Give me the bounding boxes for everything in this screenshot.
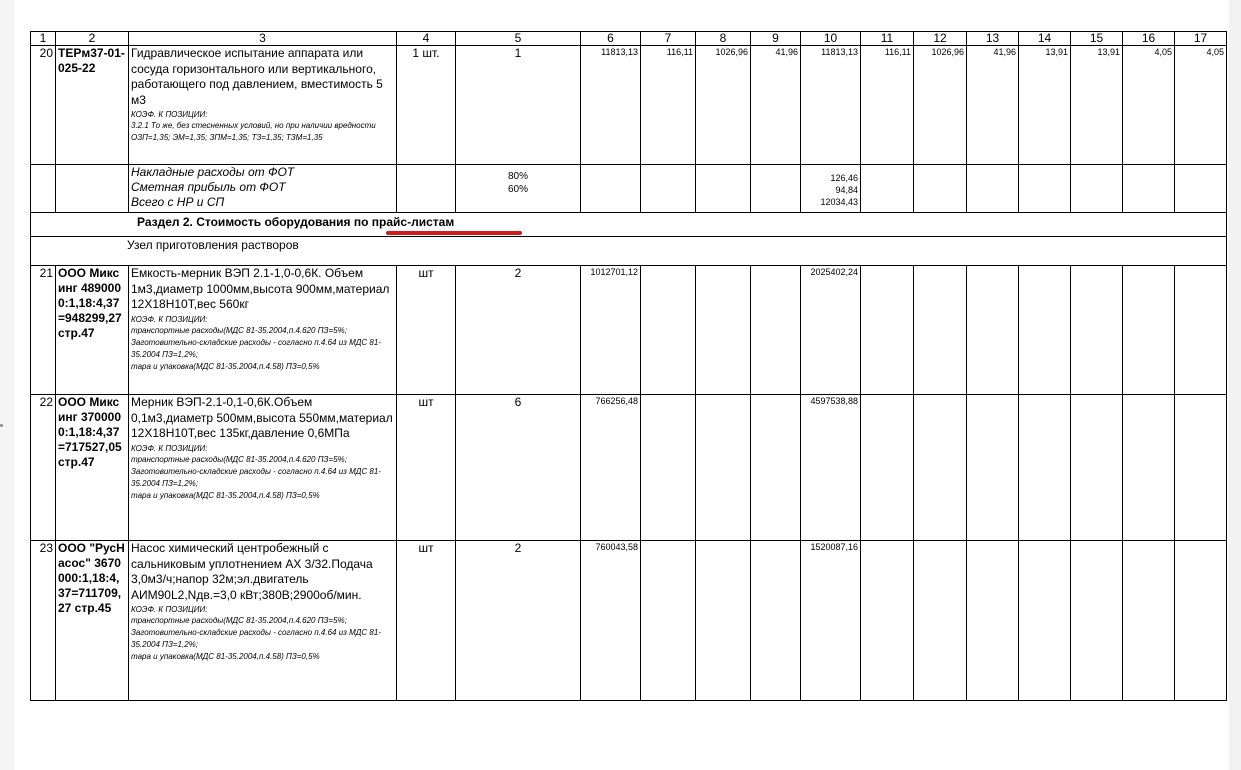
cell-value: 1520087,16 xyxy=(801,541,861,701)
row-qty: 2 xyxy=(456,266,581,395)
cell-value: 11813,13 xyxy=(801,46,861,165)
row-unit: 1 шт. xyxy=(397,46,456,165)
section-row xyxy=(31,213,1227,237)
profit-label: Сметная прибыль от ФОТ xyxy=(131,180,286,194)
cell-value: 2025402,24 xyxy=(801,266,861,395)
col-header: 10 xyxy=(801,32,861,46)
table-row xyxy=(31,46,1227,165)
row-code: ООО "РусНасос" 3670000:1,18:4,37=711709,27 стр.45 xyxy=(56,541,129,701)
cell-value: 13,91 xyxy=(1019,46,1071,165)
row-unit: шт xyxy=(397,541,456,701)
cell-value: 1026,96 xyxy=(914,46,967,165)
row-unit: шт xyxy=(397,266,456,395)
item-name: Мерник ВЭП-2.1-0,1-0,6К.Объем 0,1м3,диаметр 500мм,высота 550мм,материал 12Х18Н10Т,вес 135кг,давление 0,6МПа xyxy=(131,395,393,440)
cell-value: 41,96 xyxy=(967,46,1019,165)
profit-pct: 60% xyxy=(507,184,528,195)
row-code: ТЕРм37-01-025-22 xyxy=(56,46,129,165)
table-row xyxy=(31,266,1227,395)
coef-line: 3.2.1 То же, без стесненных условий, но при наличии вредности ОЗП=1,35; ЭМ=1,35; ЗПМ=1,35; ТЗ=1,35; ТЗМ=1,35 xyxy=(131,121,376,142)
row-qty: 1 xyxy=(456,46,581,165)
total-value: 12034,43 xyxy=(820,197,858,207)
col-header: 12 xyxy=(914,32,967,46)
row-code: ООО Миксинг 3700000:1,18:4,37=717527,05 стр.47 xyxy=(56,395,129,541)
row-description xyxy=(129,46,397,165)
subsection-row xyxy=(31,237,1227,266)
col-header: 13 xyxy=(967,32,1019,46)
row-description xyxy=(129,266,397,395)
cell-value: 13,91 xyxy=(1071,46,1123,165)
coef-line: тара и упаковка(МДС 81-35.2004,п.4.58) ПЗ=0,5% xyxy=(131,361,320,371)
col-header: 15 xyxy=(1071,32,1123,46)
cell-value: 766256,48 xyxy=(581,395,641,541)
overhead-row xyxy=(31,165,1227,213)
profit-value: 94,84 xyxy=(835,185,858,195)
overhead-label: Накладные расходы от ФОТ xyxy=(131,165,295,179)
row-qty: 2 xyxy=(456,541,581,701)
viewer-left-margin xyxy=(0,0,14,770)
red-highlight-mark xyxy=(386,231,522,235)
cell-value: 4,05 xyxy=(1175,46,1227,165)
coef-title: КОЭФ. К ПОЗИЦИИ: xyxy=(131,443,208,453)
subsection-title: Узел приготовления растворов xyxy=(31,237,1227,266)
cell-value: 41,96 xyxy=(751,46,801,165)
col-header: 6 xyxy=(581,32,641,46)
row-unit: шт xyxy=(397,395,456,541)
item-name: Насос химический центробежный с сальниковым уплотнением АХ 3/32.Подача 3,0м3/ч;напор 32м;эл.двигатель АИМ90L2,Nдв.=3,0 кВт;380В;2900об/мин. xyxy=(131,541,373,602)
coef-line: Заготовительно-складские расходы - согласно п.4.64 из МДС 81-35.2004 ПЗ=1,2%; xyxy=(131,337,381,359)
row-qty: 6 xyxy=(456,395,581,541)
overhead-values xyxy=(801,165,861,213)
coef-line: тара и упаковка(МДС 81-35.2004,п.4.58) ПЗ=0,5% xyxy=(131,652,320,661)
coef-line: транспортные расходы(МДС 81-35.2004,п.4.620 ПЗ=5%; xyxy=(131,454,347,464)
col-header: 3 xyxy=(129,32,397,46)
cell-value: 1012701,12 xyxy=(581,266,641,395)
section-title-cell xyxy=(31,213,1227,237)
col-header: 11 xyxy=(861,32,914,46)
row-number: 21 xyxy=(31,266,56,395)
col-header: 7 xyxy=(641,32,696,46)
col-header: 2 xyxy=(56,32,129,46)
cell-value: 11813,13 xyxy=(581,46,641,165)
row-description xyxy=(129,541,397,701)
col-header: 1 xyxy=(31,32,56,46)
estimate-table xyxy=(30,31,1227,701)
cell-value: 4,05 xyxy=(1123,46,1175,165)
col-header: 16 xyxy=(1123,32,1175,46)
col-header: 9 xyxy=(751,32,801,46)
item-name: Емкость-мерник ВЭП 2.1-1,0-0,6К. Объем 1м3,диаметр 1000мм,высота 900мм,материал 12Х18Н10Т,вес 560кг xyxy=(131,266,390,311)
coef-line: транспортные расходы(МДС 81-35.2004,п.4.620 ПЗ=5%; xyxy=(131,325,347,335)
col-header: 17 xyxy=(1175,32,1227,46)
coef-line: транспортные расходы(МДС 81-35.2004,п.4.620 ПЗ=5%; xyxy=(131,616,347,625)
row-number: 22 xyxy=(31,395,56,541)
cell-value: 4597538,88 xyxy=(801,395,861,541)
overhead-value: 126,46 xyxy=(830,173,858,183)
table-row xyxy=(31,541,1227,701)
scroll-marker xyxy=(0,424,3,427)
section-title: Раздел 2. Стоимость оборудования по прайс-листам xyxy=(137,215,455,229)
row-number: 23 xyxy=(31,541,56,701)
coef-title: КОЭФ. К ПОЗИЦИИ: xyxy=(131,110,208,119)
table-row xyxy=(31,395,1227,541)
total-label: Всего с НР и СП xyxy=(131,195,225,209)
cell-value: 116,11 xyxy=(861,46,914,165)
overhead-percents xyxy=(456,165,581,213)
cell-value: 116,11 xyxy=(641,46,696,165)
coef-line: Заготовительно-складские расходы - согласно п.4.64 из МДС 81-35.2004 ПЗ=1,2%; xyxy=(131,628,381,649)
coef-line: Заготовительно-складские расходы - согласно п.4.64 из МДС 81-35.2004 ПЗ=1,2%; xyxy=(131,466,381,488)
item-name: Гидравлическое испытание аппарата или сосуда горизонтального или вертикального, работающего под давлением, вместимость 5 м3 xyxy=(131,46,383,107)
coef-title: КОЭФ. К ПОЗИЦИИ: xyxy=(131,605,208,614)
col-header: 4 xyxy=(397,32,456,46)
cell-value: 760043,58 xyxy=(581,541,641,701)
coef-title: КОЭФ. К ПОЗИЦИИ: xyxy=(131,314,208,324)
coef-line: тара и упаковка(МДС 81-35.2004,п.4.58) ПЗ=0,5% xyxy=(131,490,320,500)
col-header: 5 xyxy=(456,32,581,46)
row-description xyxy=(129,395,397,541)
row-code: ООО Миксинг 4890000:1,18:4,37=948299,27 стр.47 xyxy=(56,266,129,395)
col-header: 14 xyxy=(1019,32,1071,46)
cell-value: 1026,96 xyxy=(696,46,751,165)
col-header: 8 xyxy=(696,32,751,46)
column-number-row xyxy=(31,32,1227,46)
overhead-pct: 80% xyxy=(507,171,528,182)
row-number: 20 xyxy=(31,46,56,165)
overhead-labels xyxy=(129,165,397,213)
